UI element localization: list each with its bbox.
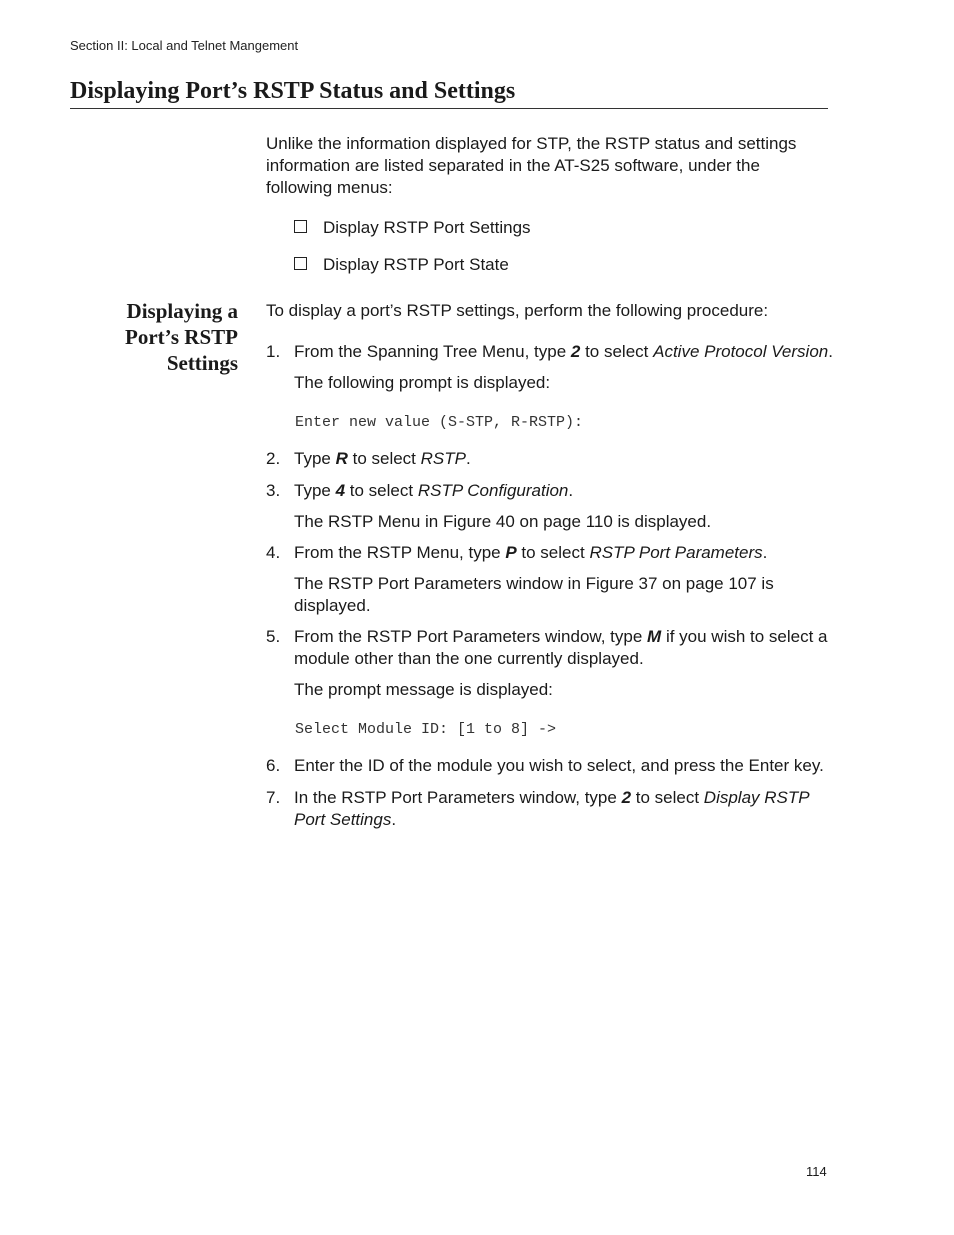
prompt-code: Select Module ID: [1 to 8] -> [295, 721, 557, 738]
step-number: 2. [266, 449, 281, 468]
subsection-heading [80, 298, 238, 376]
step-text: In the RSTP Port Parameters window, type 2 to select Display RSTP Port Settings. [294, 788, 809, 829]
subsection-heading-line: Port’s RSTP [125, 325, 238, 349]
bullet-label: Display RSTP Port Settings [323, 218, 531, 237]
step-number: 5. [266, 627, 281, 646]
step-number: 7. [266, 788, 281, 807]
step-note: The prompt message is displayed: [294, 680, 553, 699]
step-number: 3. [266, 481, 281, 500]
step-note: The following prompt is displayed: [294, 373, 551, 392]
bullet-item [294, 217, 531, 239]
step-number: 4. [266, 543, 281, 562]
step-text: From the RSTP Menu, type P to select RSTP Port Parameters. [294, 543, 768, 562]
subsection-heading-line: Settings [166, 351, 238, 375]
step-text: Type 4 to select RSTP Configuration. [294, 481, 574, 500]
step-number: 6. [266, 756, 281, 775]
page-title: Displaying Port’s RSTP Status and Settings [70, 78, 828, 109]
step-note: The RSTP Menu in Figure 40 on page 110 is displayed. [294, 512, 712, 531]
step-text: Enter the ID of the module you wish to select, and press the Enter key. [294, 756, 824, 775]
subsection-heading-line: Displaying a [126, 299, 238, 323]
step-text: From the RSTP Port Parameters window, type M if you wish to select a module other than the one currently displayed. [294, 627, 828, 668]
intro-paragraph: Unlike the information displayed for STP, the RSTP status and settings information are listed separated in the AT-S25 software, under the following menus: [266, 134, 797, 197]
step-text: Type R to select RSTP. [294, 449, 471, 468]
bullet-item [294, 254, 509, 276]
prompt-code: Enter new value (S-STP, R-RSTP): [295, 414, 584, 431]
bullet-label: Display RSTP Port State [323, 255, 509, 274]
checkbox-bullet-icon [294, 257, 307, 270]
checkbox-bullet-icon [294, 220, 307, 233]
step-text: From the Spanning Tree Menu, type 2 to select Active Protocol Version. [294, 342, 833, 361]
step-note: The RSTP Port Parameters window in Figure 37 on page 107 is displayed. [294, 574, 774, 615]
page-number: 114 [806, 1164, 827, 1179]
step-number: 1. [266, 342, 281, 361]
procedure-lead: To display a port’s RSTP settings, perform the following procedure: [266, 301, 769, 320]
running-header: Section II: Local and Telnet Mangement [70, 38, 299, 53]
